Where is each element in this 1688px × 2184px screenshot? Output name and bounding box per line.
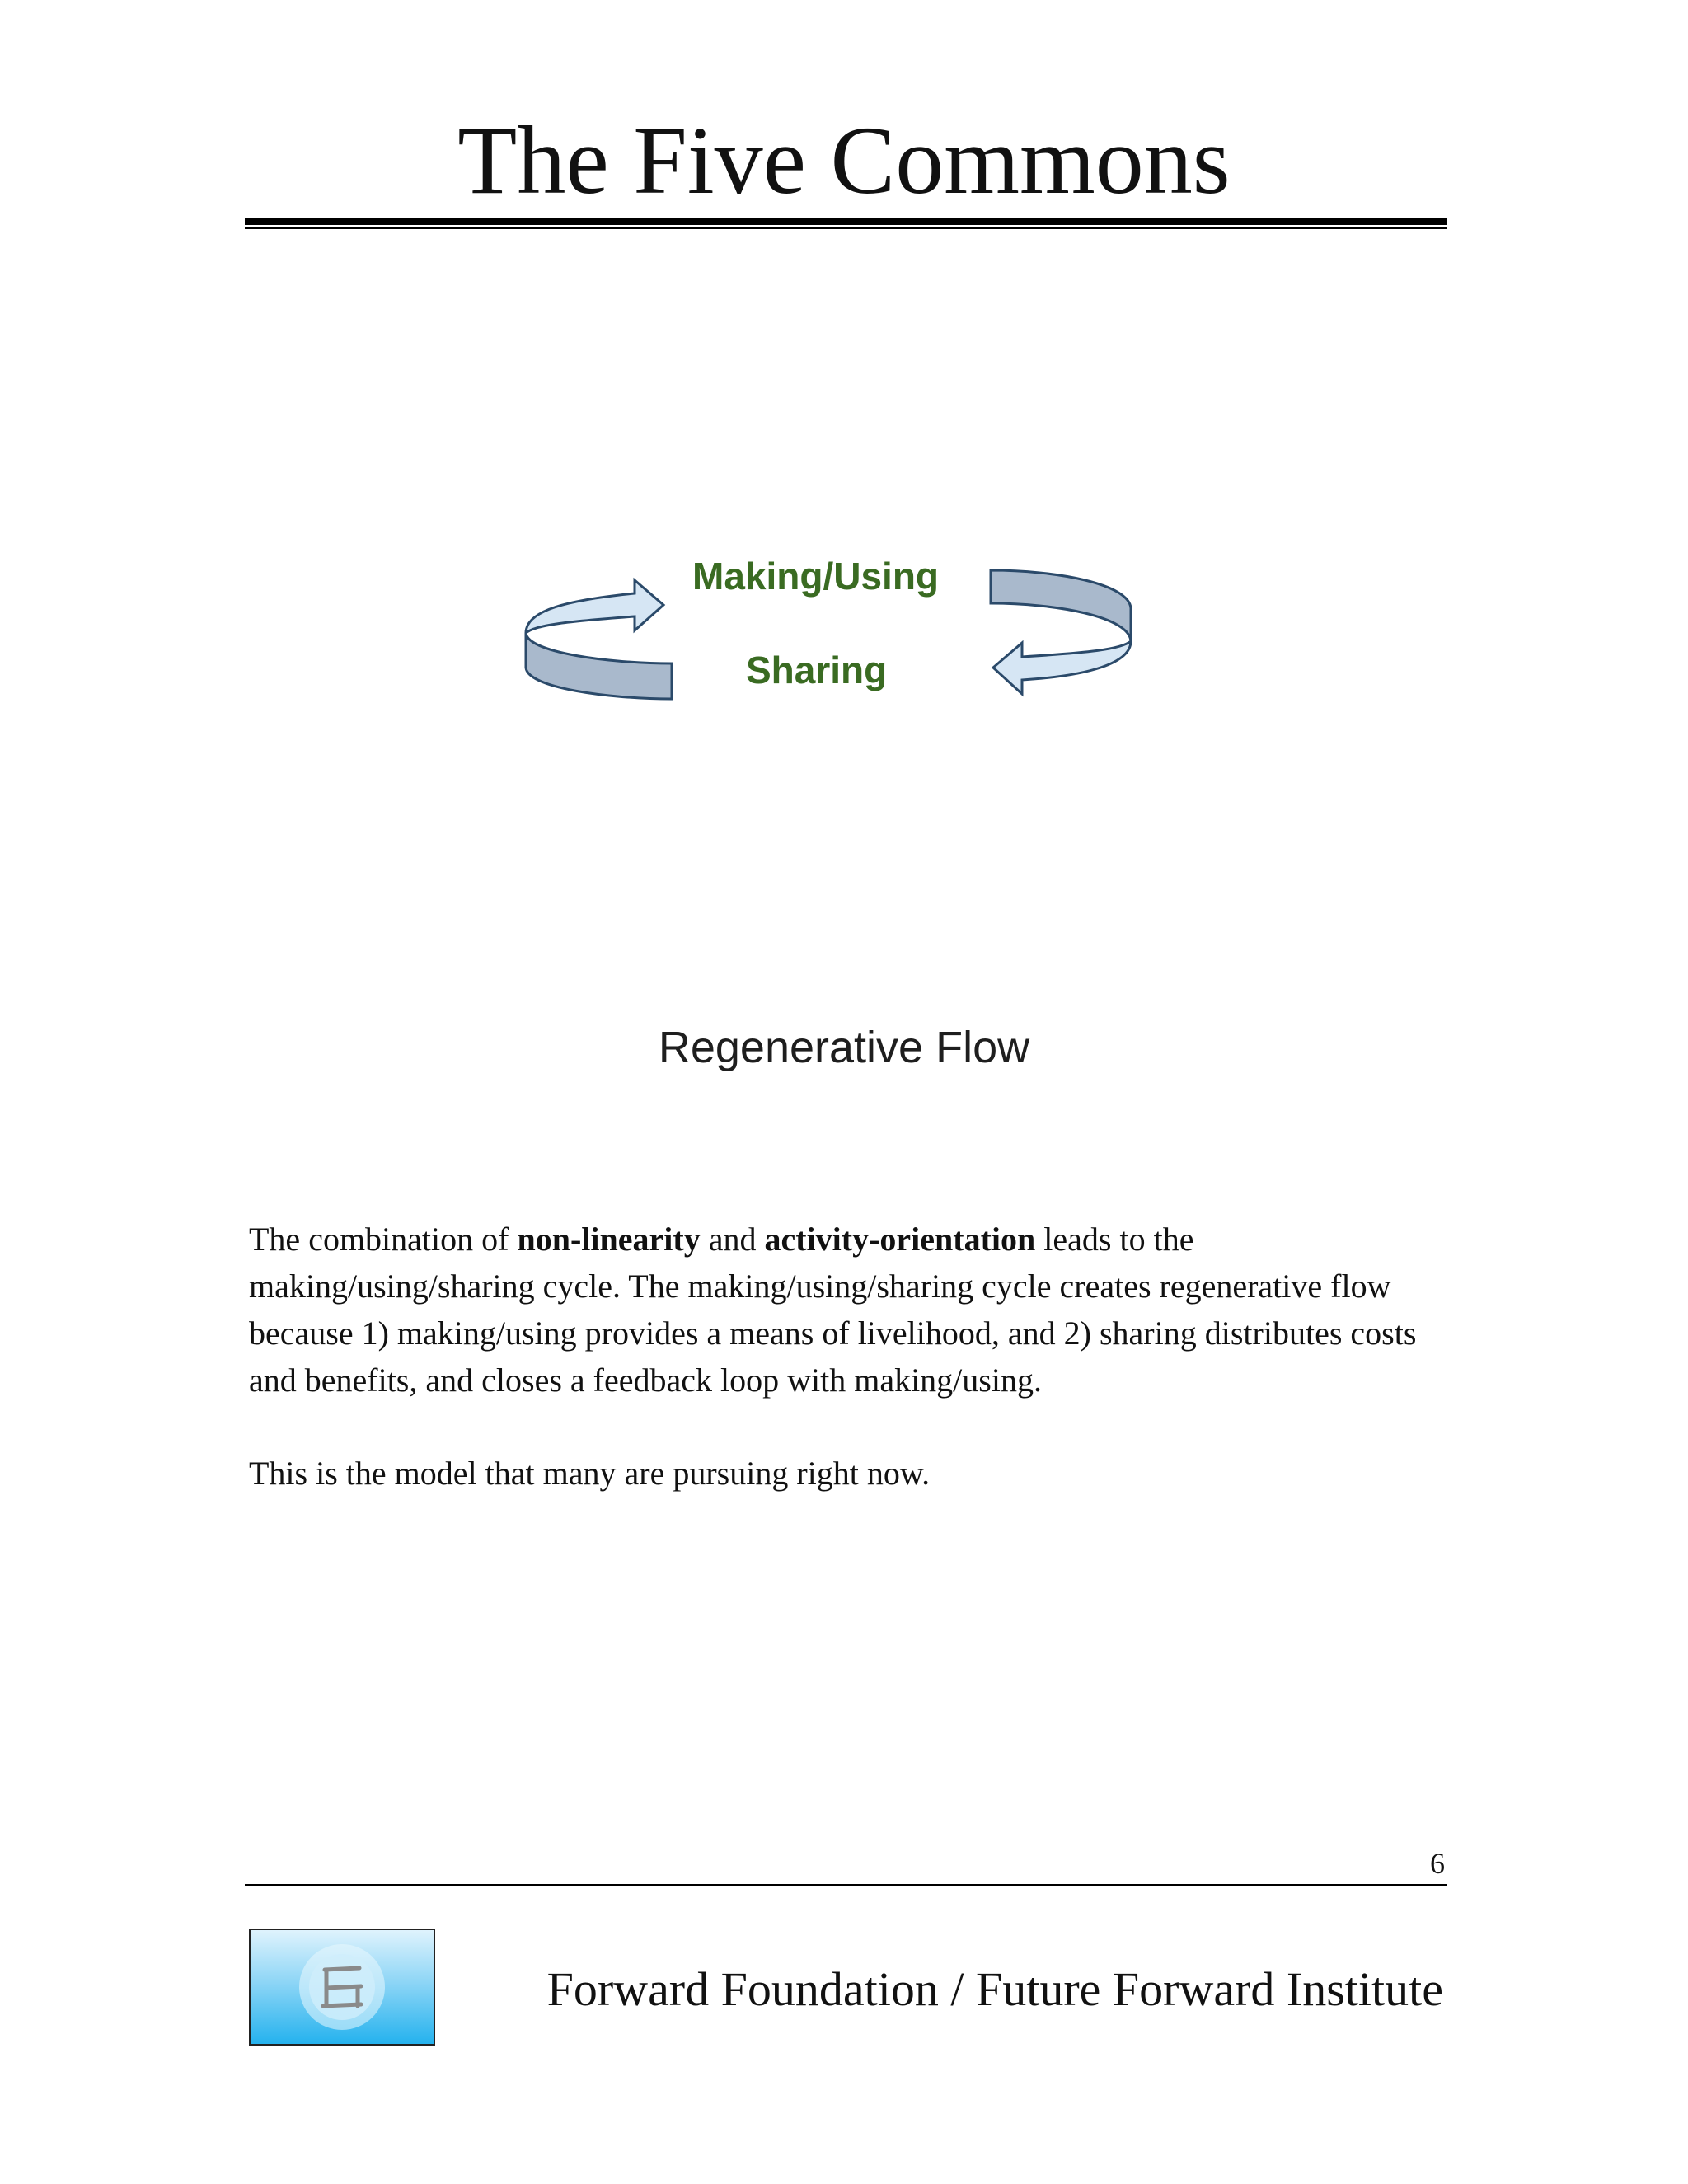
- regenerative-flow-diagram: [511, 544, 1154, 733]
- footer-text: Forward Foundation / Future Forward Institute: [546, 1962, 1443, 2016]
- ff-monogram-icon: [251, 1930, 434, 2044]
- diagram-label-sharing: Sharing: [746, 649, 888, 691]
- footer-rule: [245, 1884, 1447, 1886]
- paragraph-1: [249, 1216, 1444, 1404]
- paragraph-2: This is the model that many are pursuing right now.: [249, 1455, 931, 1492]
- p1-text-b: and: [700, 1221, 765, 1258]
- p1-text-a: The combination of: [249, 1221, 518, 1258]
- left-cycle-arrow: [526, 580, 672, 699]
- page-title: The Five Commons: [457, 106, 1231, 214]
- p1-text-c: leads to the making/using/sharing cycle. The making/using/sharing cycle creates regenerative flow because 1) making/using provides a means of livelihood, and 2) sharing distributes costs and benefits, and closes a feedback loop with making/using.: [249, 1221, 1417, 1399]
- title-rule-thin: [245, 227, 1447, 229]
- p1-bold-non-linearity: non-linearity: [517, 1221, 701, 1258]
- diagram-caption: Regenerative Flow: [658, 1023, 1030, 1072]
- diagram-label-making-using: Making/Using: [692, 555, 940, 598]
- title-rule-thick: [245, 218, 1447, 225]
- right-cycle-arrow: [991, 570, 1131, 694]
- page-number: 6: [1430, 1847, 1445, 1880]
- p1-bold-activity-orientation: activity-orientation: [764, 1221, 1036, 1258]
- footer-logo: [249, 1929, 435, 2046]
- body-text: [249, 1216, 1444, 1497]
